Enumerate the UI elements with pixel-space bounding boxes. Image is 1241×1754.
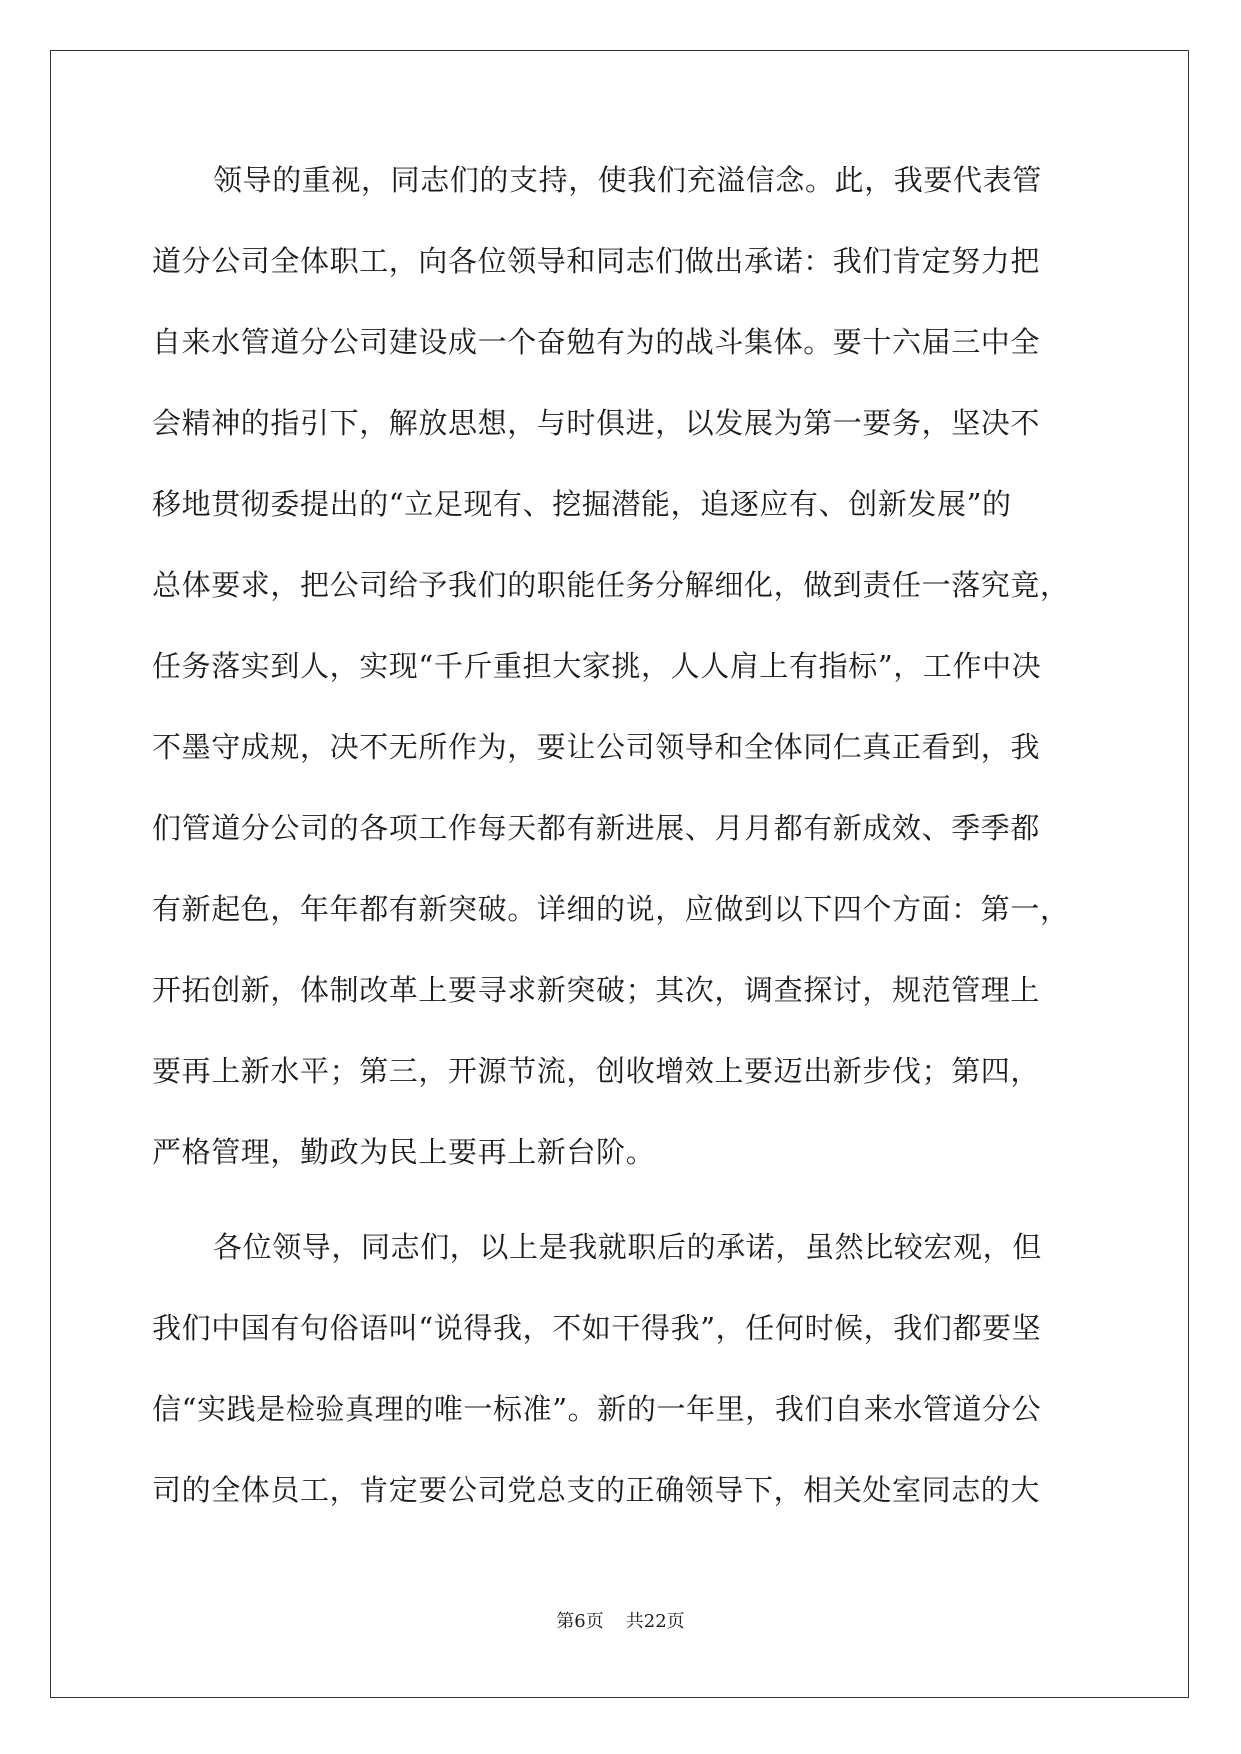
document-body xyxy=(152,160,1090,1551)
text-line: 领导的重视，同志们的支持，使我们充溢信念。此，我要代表管 xyxy=(213,163,1042,197)
text-line: 要再上新水平；第三，开源节流，创收增效上要迈出新步伐；第四， xyxy=(152,1054,1041,1088)
text-line: 任务落实到人，实现“千斤重担大家挑，人人肩上有指标”，工作中决 xyxy=(152,649,1042,683)
paragraph-2 xyxy=(152,1227,1090,1551)
text-line: 信“实践是检验真理的唯一标准”。新的一年里，我们自来水管道分公 xyxy=(152,1392,1042,1426)
text-line: 我们中国有句俗语叫“说得我，不如干得我”，任何时候，我们都要坚 xyxy=(152,1311,1042,1345)
text-line: 开拓创新，体制改革上要寻求新突破；其次，调查探讨，规范管理上 xyxy=(152,973,1041,1007)
text-line: 总体要求，把公司给予我们的职能任务分解细化，做到责任一落究竟， xyxy=(152,568,1070,602)
text-line: 自来水管道分公司建设成一个奋勉有为的战斗集体。要十六届三中全 xyxy=(152,325,1041,359)
text-line: 不墨守成规，决不无所作为，要让公司领导和全体同仁真正看到，我 xyxy=(152,730,1041,764)
text-line: 们管道分公司的各项工作每天都有新进展、月月都有新成效、季季都 xyxy=(152,811,1041,845)
page-total: 共22页 xyxy=(625,1611,685,1632)
page-number: 第6页 xyxy=(556,1611,604,1632)
paragraph-1 xyxy=(152,160,1090,1213)
text-line: 严格管理，勤政为民上要再上新台阶。 xyxy=(152,1135,656,1169)
text-line: 有新起色，年年都有新突破。详细的说，应做到以下四个方面：第一， xyxy=(152,892,1070,926)
page-footer xyxy=(0,1610,1241,1634)
text-line: 道分公司全体职工，向各位领导和同志们做出承诺：我们肯定努力把 xyxy=(152,244,1041,278)
text-line: 各位领导，同志们，以上是我就职后的承诺，虽然比较宏观，但 xyxy=(213,1230,1042,1264)
text-line: 司的全体员工，肯定要公司党总支的正确领导下，相关处室同志的大 xyxy=(152,1473,1041,1507)
text-line: 会精神的指引下，解放思想，与时俱进，以发展为第一要务，坚决不 xyxy=(152,406,1041,440)
text-line: 移地贯彻委提出的“立足现有、挖掘潜能，追逐应有、创新发展”的 xyxy=(152,487,1012,521)
